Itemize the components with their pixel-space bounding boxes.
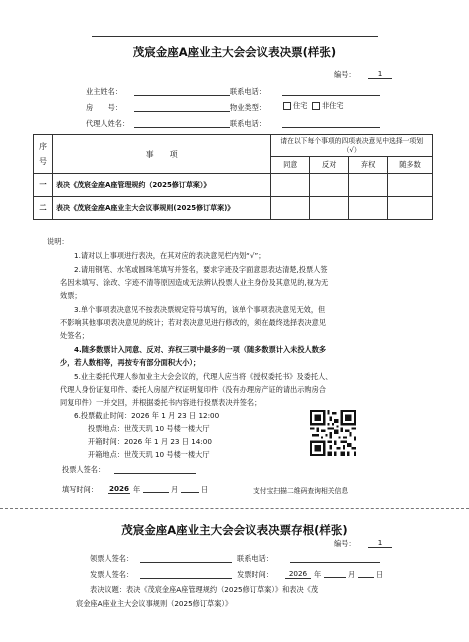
row-seq: 二 bbox=[34, 197, 53, 220]
note-2-line-1: 2.请用钢笔、水笔或圆珠笔填写并签名，要求字迹及字面意思表达清楚,投票人签 bbox=[74, 265, 328, 274]
stub-title: 茂宸金座A座业主大会会议表决票存根(样张) bbox=[121, 523, 348, 537]
serial-label: 编号： bbox=[334, 70, 356, 79]
owner-phone-field[interactable] bbox=[282, 87, 380, 96]
stub-phone-field[interactable] bbox=[290, 554, 380, 563]
fill-month-field[interactable] bbox=[143, 484, 169, 493]
issue-month-unit: 月 bbox=[348, 570, 356, 579]
issue-year-unit: 年 bbox=[314, 570, 322, 579]
note-5-line-1: 5.业主委托代理人参加业主大会会议的，代理人应当将《授权委托书》及委托人、 bbox=[74, 372, 333, 381]
table-row bbox=[34, 197, 433, 220]
non-residential-label: 非住宅 bbox=[321, 101, 344, 110]
residential-label: 住宅 bbox=[293, 101, 308, 110]
stub-topics-line-2: 宸金座A座业主大会议事规则（2025修订草案）》 bbox=[76, 599, 233, 608]
agent-phone-field[interactable] bbox=[282, 119, 380, 128]
stub-serial-value: 1 bbox=[368, 538, 392, 548]
collector-sign-field[interactable] bbox=[140, 554, 232, 563]
voting-table bbox=[33, 134, 433, 220]
room-field[interactable] bbox=[134, 103, 230, 112]
serial-value: 1 bbox=[368, 69, 392, 79]
issue-day-field[interactable] bbox=[358, 569, 374, 578]
note-5-line-3: 同复印件）一并交回，并根据委托书内容进行投票表决并签名； bbox=[60, 398, 262, 407]
stub-topics-line-1: 表决议题：表决《茂宸金座A座管理规约（2025修订草案）》和表决《茂 bbox=[90, 585, 319, 594]
issue-month-field[interactable] bbox=[324, 569, 346, 578]
option-oppose-header: 反对 bbox=[310, 157, 349, 174]
voter-sign-label: 投票人签名： bbox=[62, 465, 106, 474]
agent-name-field[interactable] bbox=[134, 119, 230, 128]
issuer-sign-field[interactable] bbox=[140, 570, 232, 579]
notes-heading: 说明： bbox=[47, 237, 69, 246]
col-item-header: 事 项 bbox=[52, 135, 270, 174]
owner-name-label: 业主姓名： bbox=[86, 87, 122, 96]
note-5-line-2: 代理人身份证复印件、委托人房屋产权证明复印件（没有办理房产证的请出示购房合 bbox=[60, 385, 326, 394]
vote-cell-agree[interactable] bbox=[271, 174, 310, 197]
property-type-label: 物业类型： bbox=[230, 103, 266, 112]
row-item: 表决《茂宸金座A座业主大会议事规则(2025修订草案)》 bbox=[52, 197, 270, 220]
property-type-options bbox=[283, 101, 344, 111]
agent-phone-label: 联系电话： bbox=[230, 119, 266, 128]
issue-time-label: 发票时间： bbox=[237, 570, 273, 579]
ballot-title: 茂宸金座A座业主大会会议表决票(样张) bbox=[132, 45, 337, 59]
non-residential-checkbox[interactable] bbox=[312, 102, 320, 110]
vote-location: 投票地点：世茂天玑 10 号楼一楼大厅 bbox=[88, 424, 210, 433]
option-agree-header: 同意 bbox=[271, 157, 310, 174]
option-abstain-header: 弃权 bbox=[349, 157, 388, 174]
owner-phone-label: 联系电话： bbox=[230, 87, 266, 96]
vote-cell-oppose[interactable] bbox=[310, 197, 349, 220]
fill-time-label: 填写时间： bbox=[62, 485, 98, 494]
voter-sign-field[interactable] bbox=[114, 465, 196, 474]
table-row bbox=[34, 174, 433, 197]
collector-sign-label: 领票人签名： bbox=[90, 554, 134, 563]
qr-code-icon[interactable] bbox=[310, 410, 356, 456]
note-3-line-1: 3.单个事项表决意见不按表决票规定符号填写的，该单个事项表决意见无效，但 bbox=[74, 305, 326, 314]
residential-checkbox[interactable] bbox=[283, 102, 291, 110]
issue-day-unit: 日 bbox=[376, 570, 384, 579]
perforation-divider bbox=[0, 508, 469, 509]
qr-caption: 支付宝扫描二维码查询相关信息 bbox=[253, 487, 349, 495]
fill-year-unit: 年 bbox=[133, 485, 141, 494]
note-2-line-2: 名因未填写、涂改、字迹不清等原因造成无法辨认投票人业主身份及其意见的,视为无 bbox=[60, 278, 329, 287]
note-3-line-2: 不影响其他事项表决意见的统计；若对表决意见进行修改的，须在最终选择表决意见 bbox=[60, 318, 326, 327]
issue-year-value[interactable]: 2026 bbox=[285, 569, 311, 579]
owner-name-field[interactable] bbox=[134, 87, 230, 96]
vote-cell-abstain[interactable] bbox=[349, 174, 388, 197]
row-seq: 一 bbox=[34, 174, 53, 197]
issuer-sign-label: 发票人签名： bbox=[90, 570, 134, 579]
fill-year-value[interactable]: 2026 bbox=[108, 484, 129, 493]
vote-cell-abstain[interactable] bbox=[349, 197, 388, 220]
option-majority-header: 随多数 bbox=[388, 157, 433, 174]
fill-day-field[interactable] bbox=[181, 484, 199, 493]
vote-cell-agree[interactable] bbox=[271, 197, 310, 220]
note-2-line-3: 效票； bbox=[60, 291, 82, 300]
agent-name-label: 代理人姓名： bbox=[86, 119, 130, 128]
top-rule bbox=[92, 36, 378, 37]
fill-month-unit: 月 bbox=[171, 485, 179, 494]
open-time: 开箱时间：2026 年 1 月 23 日 14:00 bbox=[88, 437, 212, 446]
vote-cell-oppose[interactable] bbox=[310, 174, 349, 197]
room-label: 房 号： bbox=[86, 103, 122, 112]
fill-day-unit: 日 bbox=[201, 485, 209, 494]
open-location: 开箱地点：世茂天玑 10 号楼一楼大厅 bbox=[88, 450, 210, 459]
note-6-deadline: 6.投票截止时间：2026 年 1 月 23 日 12:00 bbox=[74, 411, 220, 420]
stub-serial-label: 编号： bbox=[334, 539, 356, 548]
vote-cell-majority[interactable] bbox=[388, 197, 433, 220]
note-4-line-2: 少，若人数相等，再按专有部分面积大小）； bbox=[60, 358, 201, 367]
stub-phone-label: 联系电话： bbox=[237, 554, 273, 563]
row-item: 表决《茂宸金座A座管理规约（2025修订草案）》 bbox=[52, 174, 270, 197]
note-4-line-1: 4.随多数票计入同意、反对、弃权三项中最多的一项（随多数票计入未投人数多 bbox=[74, 345, 327, 354]
note-1: 1.请对以上事项进行表决，在其对应的表决意见栏内划“√”； bbox=[74, 251, 266, 260]
col-seq-header: 序号 bbox=[34, 135, 53, 174]
note-3-line-3: 处签名； bbox=[60, 331, 89, 340]
vote-cell-majority[interactable] bbox=[388, 174, 433, 197]
instruction-header: 请在以下每个事项的四项表决意见中选择一项划（√） bbox=[271, 135, 433, 157]
